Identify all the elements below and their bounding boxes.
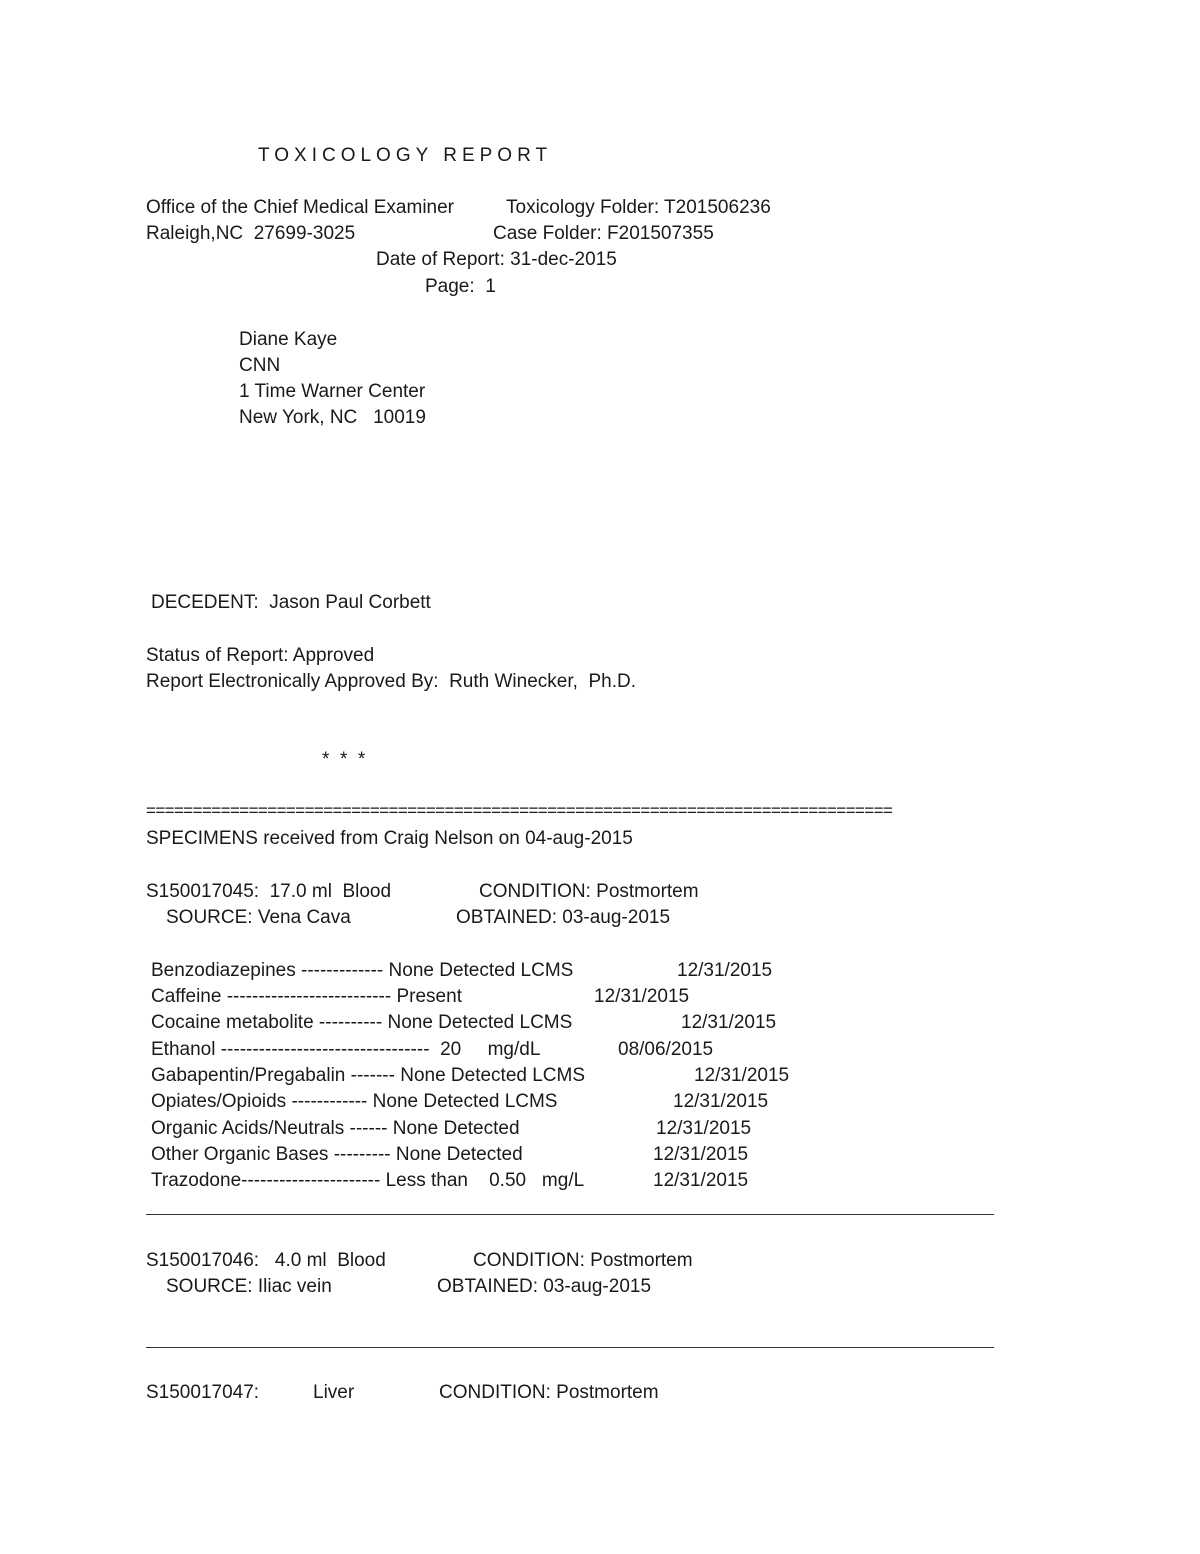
result-test: Benzodiazepines ------------- None Detected LCMS (151, 960, 574, 981)
case-folder: Case Folder: F201507355 (493, 223, 714, 244)
toxicology-folder: Toxicology Folder: T201506236 (506, 197, 771, 218)
result-test: Cocaine metabolite ---------- None Detected LCMS (151, 1012, 573, 1033)
specimen3-condition: CONDITION: Postmortem (439, 1382, 659, 1403)
result-test: Other Organic Bases --------- None Detected (151, 1144, 523, 1165)
result-date: 12/31/2015 (694, 1065, 790, 1086)
recipient-city: New York, NC 10019 (239, 407, 426, 428)
specimen2-id: S150017046: 4.0 ml Blood (146, 1250, 386, 1271)
result-test: Gabapentin/Pregabalin ------- None Detected LCMS (151, 1065, 586, 1086)
specimen1-condition: CONDITION: Postmortem (479, 881, 699, 902)
specimen1-source: SOURCE: Vena Cava (166, 907, 351, 928)
result-date: 12/31/2015 (653, 1144, 749, 1165)
section-divider (146, 1214, 994, 1215)
decedent: DECEDENT: Jason Paul Corbett (151, 592, 431, 613)
approved-by: Report Electronically Approved By: Ruth Winecker, Ph.D. (146, 671, 636, 692)
result-date: 12/31/2015 (653, 1170, 749, 1191)
result-test: Ethanol --------------------------------- 20 mg/dL (151, 1039, 541, 1060)
office-city: Raleigh,NC 27699-3025 (146, 223, 356, 244)
result-date: 12/31/2015 (677, 960, 773, 981)
office-name: Office of the Chief Medical Examiner (146, 197, 455, 218)
specimen2-source: SOURCE: Iliac vein (166, 1276, 332, 1297)
double-divider: ================================================================================ (146, 801, 893, 820)
specimen2-condition: CONDITION: Postmortem (473, 1250, 693, 1271)
result-date: 12/31/2015 (673, 1091, 769, 1112)
specimen3-id: S150017047: (146, 1382, 260, 1403)
result-date: 12/31/2015 (681, 1012, 777, 1033)
specimen3-type: Liver (313, 1382, 355, 1403)
result-date: 08/06/2015 (618, 1039, 714, 1060)
section-divider (146, 1347, 994, 1348)
report-date: Date of Report: 31-dec-2015 (376, 249, 617, 270)
result-test: Opiates/Opioids ------------ None Detected LCMS (151, 1091, 558, 1112)
result-test: Organic Acids/Neutrals ------ None Detected (151, 1118, 520, 1139)
result-test: Trazodone---------------------- Less than 0.50 mg/L (151, 1170, 585, 1191)
specimen1-obtained: OBTAINED: 03-aug-2015 (456, 907, 671, 928)
report-status: Status of Report: Approved (146, 645, 375, 666)
page-number: Page: 1 (425, 276, 496, 297)
specimen2-obtained: OBTAINED: 03-aug-2015 (437, 1276, 652, 1297)
recipient-street: 1 Time Warner Center (239, 381, 426, 402)
section-stars: * * * (322, 749, 366, 770)
recipient-org: CNN (239, 355, 281, 376)
specimen1-id: S150017045: 17.0 ml Blood (146, 881, 392, 902)
result-date: 12/31/2015 (594, 986, 690, 1007)
result-date: 12/31/2015 (656, 1118, 752, 1139)
report-title: TOXICOLOGY REPORT (258, 145, 553, 166)
specimens-header: SPECIMENS received from Craig Nelson on 04-aug-2015 (146, 828, 633, 849)
result-test: Caffeine -------------------------- Present (151, 986, 462, 1007)
recipient-name: Diane Kaye (239, 329, 338, 350)
